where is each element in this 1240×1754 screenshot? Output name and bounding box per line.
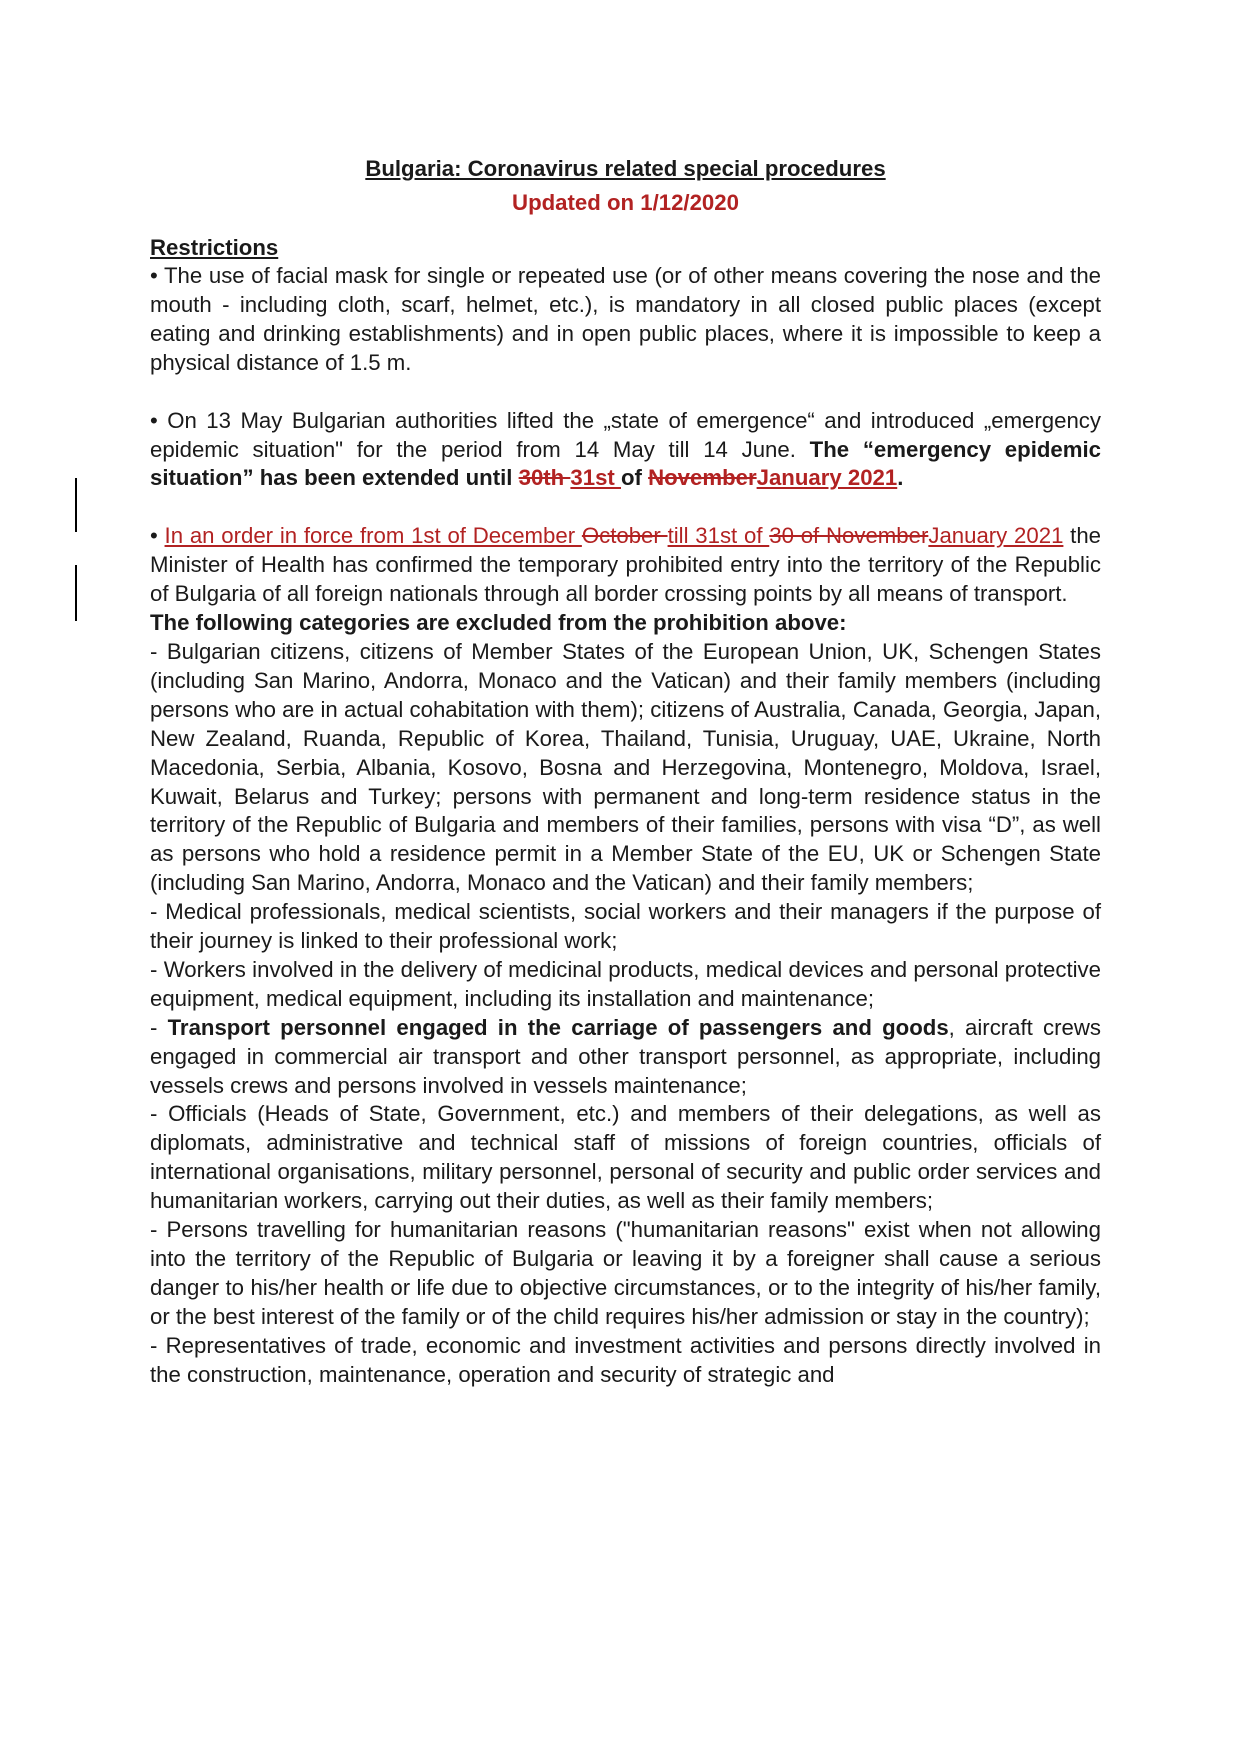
change-bar	[75, 565, 77, 621]
deleted-text: October	[581, 523, 668, 549]
inserted-text: January 2021	[756, 465, 898, 491]
spacer	[150, 493, 1101, 522]
list-item: - Workers involved in the delivery of medicinal products, medical devices and personal protective equipment, medical equipment, including its installation and maintenance;	[150, 956, 1101, 1011]
restrictions-heading: Restrictions	[150, 235, 279, 260]
transport-text: , aircraft crews engaged in commercial air transport and other transport personnel, as appropriate, including vessels crews and persons involved in vessels maintenance;	[150, 1014, 1101, 1098]
list-item-transport	[150, 1014, 1101, 1101]
document-title: Bulgaria: Coronavirus related special procedures	[365, 156, 886, 181]
transport-bold-text: Transport personnel engaged in the carriage of passengers and goods	[167, 1014, 949, 1040]
title-block	[150, 152, 1101, 220]
change-bar	[75, 478, 77, 532]
list-item: - Officials (Heads of State, Government, etc.) and members of their delegations, as well as diplomats, administrative and technical staff of missions of foreign countries, officials of international organisations, military personnel, personal of security and public order services and humanitarian workers, carrying out their duties, as well as their family members;	[150, 1101, 1101, 1214]
updated-date: Updated on 1/12/2020	[512, 190, 739, 215]
paragraph-order	[150, 522, 1101, 609]
inserted-text: January 2021	[928, 523, 1064, 549]
bullet: •	[150, 523, 165, 549]
inserted-text: 31st	[570, 465, 621, 491]
list-item: - Persons travelling for humanitarian reasons ("humanitarian reasons" exist when not allowing into the territory of the Republic of Bulgaria or leaving it by a foreigner shall cause a serious danger to his/her health or life due to objective circumstances, or to the integrity of his/her family, or the best interest of the family or of the child requires his/her admission or stay in the country);	[150, 1217, 1101, 1329]
emergency-extended-text: The “emergency epidemic situation” has been extended until	[150, 436, 1101, 491]
list-item: - Medical professionals, medical scientists, social workers and their managers if the purpose of their journey is linked to their professional work;	[150, 899, 1101, 954]
deleted-text: 30th	[518, 465, 571, 491]
deleted-text: 30 of November	[769, 523, 929, 549]
paragraph-emergency	[150, 407, 1101, 494]
list-item: - Representatives of trade, economic and investment activities and persons directly involved in the construction, maintenance, operation and security of strategic and	[150, 1332, 1101, 1387]
emergency-of-text: of	[620, 465, 649, 491]
emergency-period: .	[897, 465, 904, 491]
spacer	[150, 378, 1101, 407]
order-text: the Minister of Health has confirmed the temporary prohibited entry into the territory of the Republic of Bulgaria of all foreign nationals through all border crossing points by all means of transport.	[150, 523, 1102, 607]
inserted-text: till 31st of	[667, 523, 770, 549]
emergency-text: • On 13 May Bulgarian authorities lifted the „state of emergence“ and introduced „emergency epidemic situation" for the period from 14 May till 14 June.	[150, 407, 1101, 462]
paragraph-mask: • The use of facial mask for single or repeated use (or of other means covering the nose and the mouth - including cloth, scarf, helmet, etc.), is mandatory in all closed public places (except eating and drinking establishments) and in open public places, where it is impossible to keep a physical distance of 1.5 m.	[150, 263, 1101, 375]
document-body	[150, 152, 1101, 1390]
list-item: - Bulgarian citizens, citizens of Member States of the European Union, UK, Schengen States (including San Marino, Andorra, Monaco and the Vatican) and their family members (including persons who are in actual cohabitation with them); citizens of Australia, Canada, Georgia, Japan, New Zealand, Ruanda, Republic of Korea, Thailand, Tunisia, Uruguay, UAE, Ukraine, North Macedonia, Serbia, Albania, Kosovo, Bosna and Herzegovina, Montenegro, Moldova, Israel, Kuwait, Belarus and Turkey; persons with permanent and long-term residence status in the territory of the Republic of Bulgaria and members of their families, persons with visa “D”, as well as persons who hold a residence permit in a Member State of the EU, UK or Schengen State (including San Marino, Andorra, Monaco and the Vatican) and their family members;	[150, 638, 1101, 896]
dash: -	[150, 1014, 168, 1040]
inserted-text: In an order in force from 1st of December	[164, 523, 582, 549]
excluded-heading: The following categories are excluded from the prohibition above:	[150, 610, 847, 636]
deleted-text: November	[648, 465, 757, 491]
